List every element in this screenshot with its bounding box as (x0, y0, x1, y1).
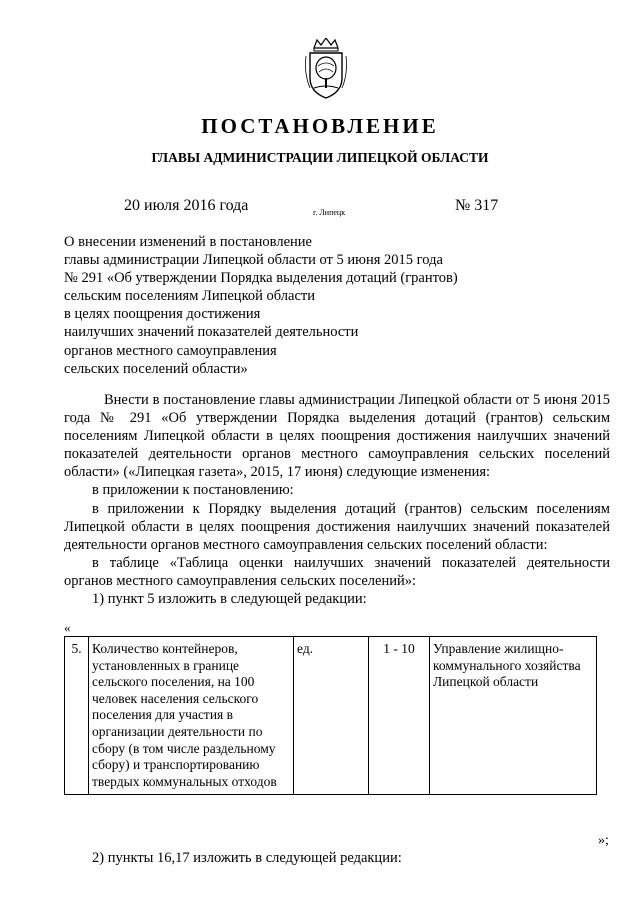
quote-close-mark: »; (598, 833, 609, 848)
amendment-table (64, 636, 597, 795)
quote-open-mark: « (64, 620, 71, 635)
document-city: г. Липецк (313, 208, 346, 217)
heading-line: главы администрации Липецкой области от 5 июня 2015 года (64, 252, 443, 269)
heading-line: в целях поощрения достижения (64, 306, 261, 323)
table-row (65, 637, 597, 795)
heading-line: О внесении изменений в постановление (64, 234, 312, 250)
body-paragraph-3: в приложении к Порядку выделения дотаций (грантов) сельским поселениям Липецкой области в целях поощрения достижения наилучших значений показателей деятельности органов местного самоуправления сельских поселений области: (64, 500, 610, 553)
indicator-cell: Количество контейнеров, установленных в границе сельского поселения, на 100 человек населения сельского поселения для участия в организации деятельности по сбору (в том числе раздельному сбору) и транспортированию твердых коммунальных отходов (89, 637, 294, 795)
body-paragraph-1: Внести в постановление главы администрации Липецкой области от 5 июня 2015 года № 291 «Об утверждении Порядка выделения дотаций (грантов) сельским поселениям Липецкой области в целях поощрения достижения наилучших значений показателей деятельности органов местного самоуправления сельских поселений области» («Липецкая газета», 2015, 17 июня) следующие изменения: (64, 392, 610, 481)
document-body (64, 391, 610, 608)
coat-of-arms-emblem (302, 38, 350, 100)
heading-line: сельским поселениям Липецкой области (64, 288, 315, 305)
body-paragraph-5: 1) пункт 5 изложить в следующей редакции: (92, 591, 367, 608)
heading-line: сельских поселений области» (64, 360, 248, 377)
range-cell: 1 - 10 (369, 637, 430, 795)
final-paragraph: 2) пункты 16,17 изложить в следующей редакции: (92, 850, 402, 866)
unit-cell: ед. (294, 637, 369, 795)
document-title: ПОСТАНОВЛЕНИЕ (201, 114, 439, 138)
body-paragraph-2: в приложении к постановлению: (92, 482, 294, 499)
document-number: № 317 (455, 197, 499, 214)
document-subtitle: ГЛАВЫ АДМИНИСТРАЦИИ ЛИПЕЦКОЙ ОБЛАСТИ (151, 150, 489, 165)
body-paragraph-4: в таблице «Таблица оценки наилучших значений показателей деятельности органов местного самоуправления сельских поселений»: (64, 554, 610, 589)
document-date: 20 июля 2016 года (124, 197, 249, 214)
heading-line: наилучших значений показателей деятельности (64, 324, 359, 341)
responsible-cell: Управление жилищно-коммунального хозяйства Липецкой области (430, 637, 597, 795)
resolution-heading (64, 233, 524, 378)
heading-line: органов местного самоуправления (64, 342, 277, 359)
row-number: 5. (65, 637, 89, 795)
heading-line: № 291 «Об утверждении Порядка выделения дотаций (грантов) (64, 270, 458, 287)
